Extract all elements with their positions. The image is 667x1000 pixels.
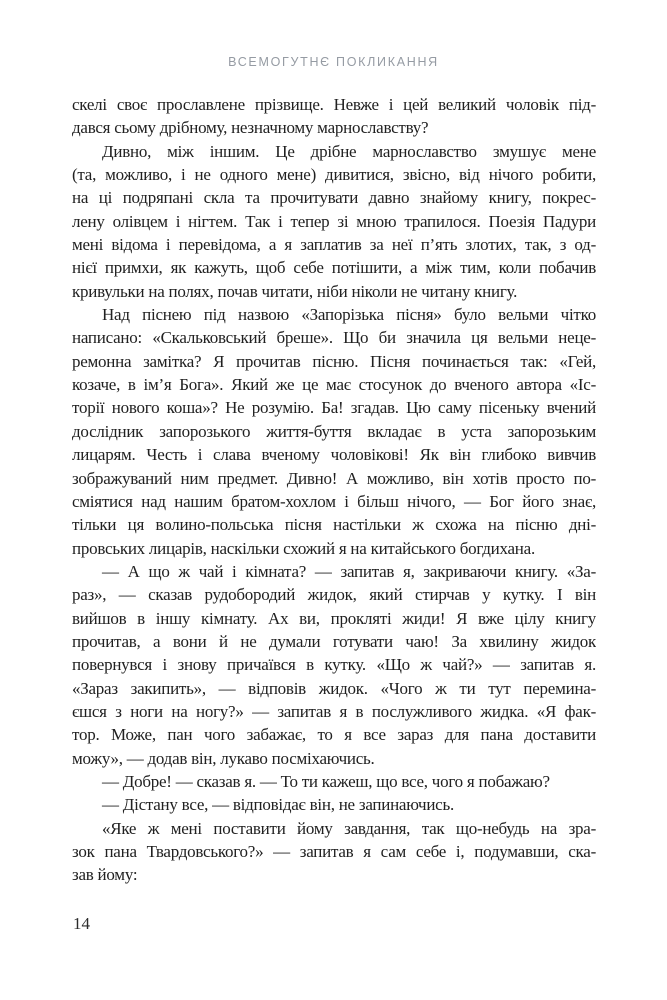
text-line: козаче, в ім’я Бога». Який же це має стосунок до вченого автора «Іс-	[72, 375, 596, 395]
text-line: написано: «Скальковський бреше». Що би значила ця вельми неце-	[72, 328, 596, 348]
text-line: єшся з ноги на ногу?» — запитав я в послужливого жидка. «Я фак-	[72, 701, 596, 721]
text-line: повернувся і знову причаївся в кутку. «Що ж чай?» — запитав я.	[72, 655, 596, 675]
text-line: торії нового коша»? Не розумію. Ба! згадав. Цю саму пісеньку вчений	[72, 398, 596, 418]
text-line: — Добре! — сказав я. — То ти кажеш, що все, чого я побажаю?	[102, 771, 550, 791]
text-line: прочитав, а вони й не думали готувати чаю! За хвилину жидок	[72, 631, 596, 651]
text-line: зображуваний ним предмет. Дивно! А можливо, він хотів просто по-	[72, 468, 596, 488]
text-line: (та, можливо, і не одного мене) дивитися, звісно, від нічого робити,	[72, 165, 596, 185]
text-line: мені відома і перевідома, а я заплатив за неї п’ять злотих, так, з од-	[72, 235, 596, 255]
text-line: зок пана Твардовського?» — запитав я сам себе і, подумавши, ска-	[72, 842, 596, 861]
text-line: можу», — додав він, лукаво посміхаючись.	[72, 748, 375, 768]
text-line: ремонна замітка? Я прочитав пісню. Пісня починається так: «Гей,	[72, 351, 596, 371]
text-line: «Зараз закипить», — відповів жидок. «Чого ж ти тут перемина-	[72, 678, 596, 698]
text-line: кривульки на полях, почав читати, ніби ніколи не читану книгу.	[72, 281, 518, 301]
text-line: тільки ця волино-польська пісня настільки ж схожа на пісню дні-	[72, 515, 596, 535]
text-line: Дивно, між іншим. Це дрібне марнославство змушує мене	[102, 141, 596, 161]
text-line: на ці подряпані скла та прочитувати давно знайому книгу, покрес-	[72, 188, 596, 208]
text-line: Над піснею під назвою «Запорізька пісня» було вельми чітко	[102, 305, 596, 325]
text-line: вийшов в іншу кімнату. Ах ви, прокляті жиди! Я вже цілу книгу	[72, 608, 596, 628]
page-number: 14	[73, 914, 90, 933]
text-line: скелі своє прославлене прізвище. Невже і цей великий чоловік під-	[72, 95, 596, 114]
text-line: провських лицарів, наскільки схожий я на китайського богдихана.	[72, 538, 535, 558]
text-line: тор. Може, пан чого забажає, то я все зараз для пана доставити	[72, 725, 596, 745]
running-header: ВСЕМОГУТНЄ ПОКЛИКАННЯ	[228, 55, 439, 69]
text-line: — Дістану все, — відповідає він, не запинаючись.	[102, 795, 454, 815]
text-line: сміятися над нашим братом-хохлом і більш нічого, — Бог його знає,	[72, 491, 596, 511]
text-line: лену олівцем і нігтем. Так і тепер зі мною трапилося. Поезія Падури	[72, 211, 596, 231]
text-body	[72, 93, 596, 887]
text-line: раз», — сказав рудобородий жидок, який стирчав у кутку. І він	[72, 585, 596, 605]
text-line: дослідник запорозького життя-буття вкладає в уста запорозьким	[72, 421, 596, 441]
text-line: зав йому:	[72, 865, 138, 885]
text-line: нієї примхи, як кажуть, щоб себе потішити, а між тим, коли побачив	[72, 258, 596, 278]
text-line: «Яке ж мені поставити йому завдання, так що-небудь на зра-	[102, 818, 596, 838]
text-line: лицарям. Честь і слава вченому чоловікові! Як він глибоко вивчив	[72, 445, 596, 465]
text-line: дався сьому дрібному, незначному марнославству?	[72, 118, 429, 138]
text-line: — А що ж чай і кімната? — запитав я, закриваючи книгу. «За-	[102, 561, 596, 581]
